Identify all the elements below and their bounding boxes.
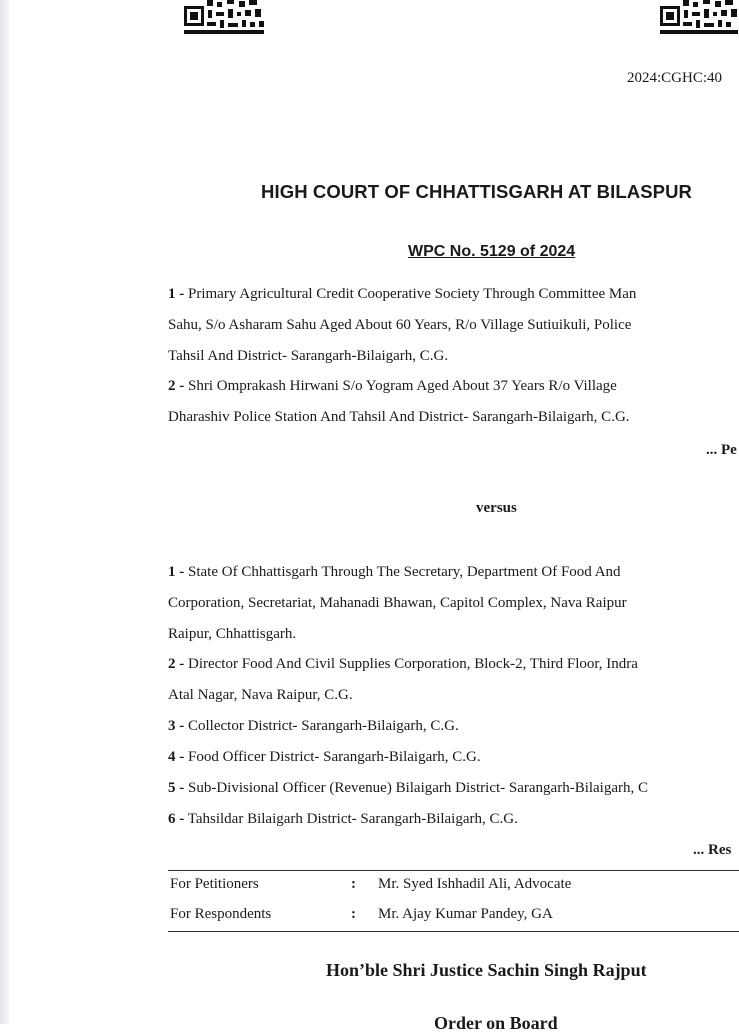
counsel-row-respondents [168,901,739,931]
court-title: HIGH COURT OF CHHATTISGARH AT BILASPUR [261,181,692,202]
respondent-text: Collector District- Sarangarh-Bilaigarh, C.G. [188,718,459,734]
respondent-4 [168,749,481,766]
respondent-6 [168,811,518,828]
order-heading: Order on Board [434,1013,558,1033]
respondent-text: Sub-Divisional Officer (Revenue) Bilaigarh District- Sarangarh-Bilaigarh, C [188,780,649,796]
counsel-name: Mr. Ajay Kumar Pandey, GA [378,906,553,922]
petitioner-1-line-1 [168,286,636,303]
respondent-number: 4 - [168,749,185,765]
respondents-label: ... Res [693,842,732,858]
versus-label: versus [476,500,517,516]
respondent-1-line-2: Corporation, Secretariat, Mahanadi Bhawan, Capitol Complex, Nava Raipur [168,595,627,611]
respondent-2-line-1 [168,656,638,673]
counsel-table [168,870,739,932]
respondent-number: 2 - [168,656,185,672]
petitioner-1-line-3: Tahsil And District- Sarangarh-Bilaigarh, C.G. [168,348,449,364]
qr-code-icon [183,0,265,36]
counsel-label: For Petitioners [170,876,259,892]
respondent-text: Food Officer District- Sarangarh-Bilaigarh, C.G. [188,749,481,765]
case-number: WPC No. 5129 of 2024 [408,243,576,260]
counsel-label: For Respondents [170,906,272,922]
respondent-5 [168,780,648,797]
respondent-text: State Of Chhattisgarh Through The Secretary, Department Of Food And [188,564,621,580]
respondent-1-line-3: Raipur, Chhattisgarh. [168,626,297,642]
justice-name: Hon’ble Shri Justice Sachin Singh Rajput [326,960,647,980]
respondent-number: 3 - [168,718,185,734]
respondent-number: 5 - [168,780,185,796]
petitioner-2-line-1 [168,378,617,395]
respondent-1-line-1 [168,564,621,581]
neutral-citation: 2024:CGHC:40 [627,70,723,86]
respondent-number: 6 - [168,811,185,827]
page-edge-shadow [0,0,9,1024]
petitioner-2-line-2: Dharashiv Police Station And Tahsil And District- Sarangarh-Bilaigarh, C.G. [168,409,630,425]
petitioners-label: ... Pe [706,442,737,458]
qr-code-icon [659,0,739,36]
respondent-text: Tahsildar Bilaigarh District- Sarangarh-Bilaigarh, C.G. [187,811,518,827]
counsel-name: Mr. Syed Ishhadil Ali, Advocate [378,876,572,892]
respondent-3 [168,718,459,735]
counsel-colon: : [351,876,356,892]
petitioner-1-line-2: Sahu, S/o Asharam Sahu Aged About 60 Years, R/o Village Sutiuikuli, Police [168,317,632,333]
petitioner-number: 2 - [168,378,185,394]
petitioner-number: 1 - [168,286,185,302]
petitioner-text: Primary Agricultural Credit Cooperative Society Through Committee Man [188,286,637,302]
respondent-number: 1 - [168,564,185,580]
petitioner-text: Shri Omprakash Hirwani S/o Yogram Aged About 37 Years R/o Village [188,378,617,394]
counsel-colon: : [351,906,356,922]
respondent-text: Director Food And Civil Supplies Corporation, Block-2, Third Floor, Indra [188,656,638,672]
respondent-2-line-2: Atal Nagar, Nava Raipur, C.G. [168,687,353,703]
counsel-row-petitioners [168,871,739,901]
